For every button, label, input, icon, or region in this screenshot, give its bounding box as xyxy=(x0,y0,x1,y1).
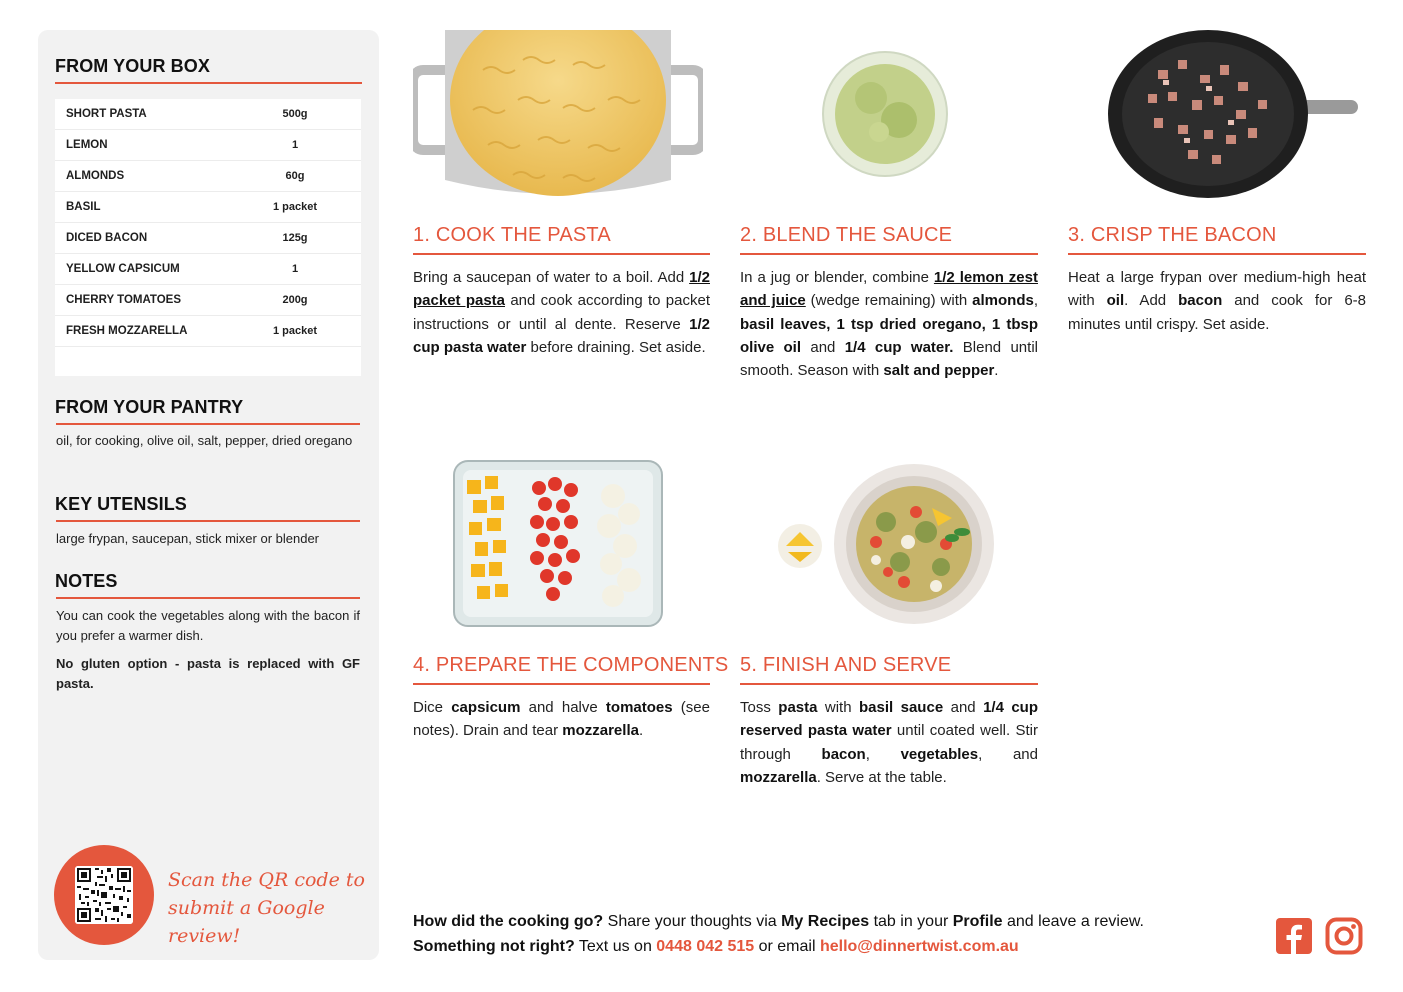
divider xyxy=(56,597,360,599)
step-2-title: 2. BLEND THE SAUCE xyxy=(740,224,953,246)
bacon-frypan-photo xyxy=(1108,30,1358,198)
contact-line: Something not right? Text us on 0448 042 515 or email hello@dinnertwist.com.au xyxy=(413,938,1019,955)
feedback-line: How did the cooking go? Share your thoughts via My Recipes tab in your Profile and leave a review. xyxy=(413,913,1144,930)
ingredient-qty: 60g xyxy=(285,170,305,182)
ingredient-name: LEMON xyxy=(66,139,108,151)
divider xyxy=(413,683,710,685)
step-1-title: 1. COOK THE PASTA xyxy=(413,224,611,246)
from-your-box-heading: FROM YOUR BOX xyxy=(55,56,210,76)
step-3-body: Heat a large frypan over medium-high heat with oil. Add bacon and cook for 6-8 minutes until crispy. Set aside. xyxy=(1068,269,1366,333)
ingredient-qty: 1 packet xyxy=(272,201,318,213)
ingredient-name: DICED BACON xyxy=(66,232,148,244)
step-1-body: Bring a saucepan of water to a boil. Add 1/2 packet pasta and cook according to packet instructions or until al dente. Reserve 1/2 cup pasta water before draining. Set aside. xyxy=(413,269,710,356)
ingredient-name: BASIL xyxy=(66,201,101,213)
divider xyxy=(55,82,362,84)
utensils-text: large frypan, saucepan, stick mixer or blender xyxy=(56,531,320,546)
divider xyxy=(56,423,360,425)
ingredient-qty: 1 xyxy=(291,263,299,275)
ingredient-row xyxy=(55,130,361,161)
ingredient-qty: 1 packet xyxy=(272,325,318,337)
email-link[interactable]: hello@dinnertwist.com.au xyxy=(819,938,1019,955)
step-3-title: 3. CRISP THE BACON xyxy=(1068,224,1277,246)
step-2-body: In a jug or blender, combine 1/2 lemon zest and juice (wedge remaining) with almonds, basil leaves, 1 tsp dried oregano, 1 tbsp olive oil and 1/4 cup water. Blend until smooth. Season with salt and pepper. xyxy=(740,269,1038,380)
ingredient-row xyxy=(55,285,361,316)
pantry-heading: FROM YOUR PANTRY xyxy=(55,397,244,417)
divider xyxy=(56,520,360,522)
pasta-colander-photo xyxy=(413,30,703,198)
qr-caption xyxy=(168,866,368,950)
facebook-icon[interactable] xyxy=(1275,917,1313,955)
step-4-title: 4. PREPARE THE COMPONENTS xyxy=(413,654,729,676)
qr-caption-line: Scan the QR code to xyxy=(168,869,365,891)
ingredient-name: CHERRY TOMATOES xyxy=(66,294,182,306)
phone-link[interactable]: 0448 042 515 xyxy=(656,938,755,955)
ingredient-row xyxy=(55,316,361,347)
qr-code-icon[interactable] xyxy=(75,866,133,924)
ingredients-sidebar xyxy=(38,30,379,960)
ingredient-qty: 1 xyxy=(291,139,299,151)
ingredient-row xyxy=(55,192,361,223)
ingredient-name: FRESH MOZZARELLA xyxy=(66,325,188,337)
divider xyxy=(740,253,1038,255)
ingredient-name: ALMONDS xyxy=(66,170,125,182)
ingredient-name: YELLOW CAPSICUM xyxy=(66,263,180,275)
divider xyxy=(413,253,710,255)
divider xyxy=(740,683,1038,685)
instagram-icon[interactable] xyxy=(1325,917,1363,955)
feedback-footer xyxy=(413,909,1144,959)
step-5-body: Toss pasta with basil sauce and 1/4 cup reserved pasta water until coated well. Stir through bacon, vegetables, and mozzarella. Serve at the table. xyxy=(740,699,1039,786)
ingredient-qty: 125g xyxy=(282,232,308,244)
ingredient-name: SHORT PASTA xyxy=(66,108,147,120)
ingredient-row xyxy=(55,161,361,192)
pasta-salad-plate-photo xyxy=(776,462,996,626)
pantry-text: oil, for cooking, olive oil, salt, pepper, dried oregano xyxy=(56,433,353,448)
ingredients-table xyxy=(55,99,361,376)
ingredient-row xyxy=(55,223,361,254)
basil-sauce-bowl-photo xyxy=(821,50,949,178)
utensils-heading: KEY UTENSILS xyxy=(55,494,187,514)
qr-badge xyxy=(54,845,154,945)
ingredient-row xyxy=(55,99,361,130)
notes-heading: NOTES xyxy=(55,571,118,591)
vegetable-tray-photo xyxy=(453,460,663,627)
notes-gluten-option: No gluten option - pasta is replaced with GF pasta. xyxy=(56,656,360,691)
qr-caption-line: submit a Google review! xyxy=(168,897,325,947)
divider xyxy=(1068,253,1366,255)
ingredient-row xyxy=(55,254,361,285)
notes-text: You can cook the vegetables along with the bacon if you prefer a warmer dish. xyxy=(56,608,360,643)
ingredient-qty: 200g xyxy=(282,294,308,306)
step-5-title: 5. FINISH AND SERVE xyxy=(740,654,952,676)
step-4-body: Dice capsicum and halve tomatoes (see notes). Drain and tear mozzarella. xyxy=(413,699,710,740)
ingredient-qty: 500g xyxy=(282,108,308,120)
